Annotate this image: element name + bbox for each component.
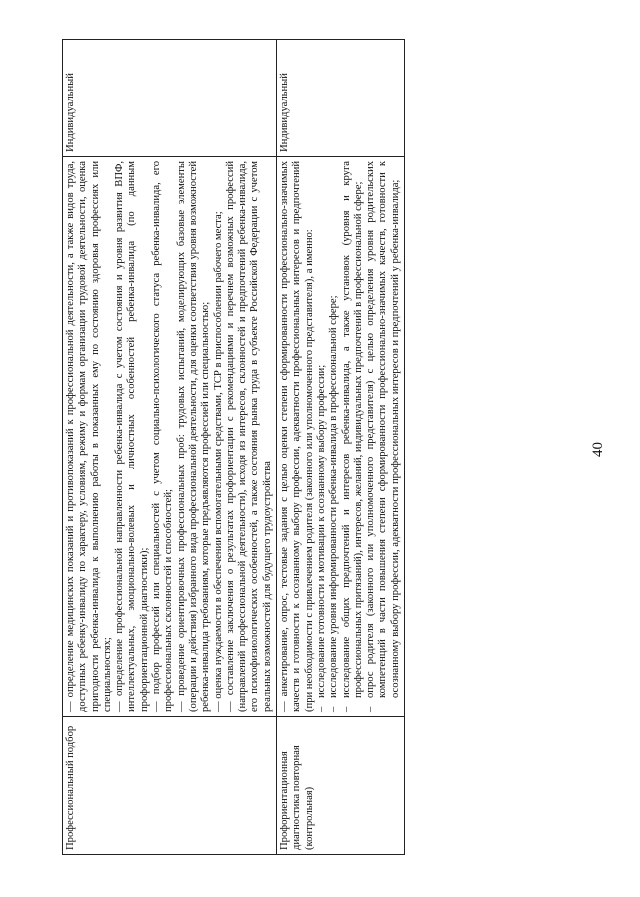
bullet-item: [328, 161, 340, 712]
bullet-text: исследование общих предпочтений и интересов ребенка-инвалида, а также установок (уровня и круга профессиональных притязаний), интересов, желаний, индивидуальных предпочтений в профессиональной сфере;: [340, 161, 364, 698]
list-item: — анкетирование, опрос, тестовые задания с целью оценки степени сформированности профессионально-значимых качеств и готовности к осознанному выбору профессии, адекватности профессиональных интересов и предпочтений (при необходимости с привлечением родителя (законного или уполномоченного представителя), а именно:: [279, 161, 315, 712]
list-item: — подбор профессий или специальностей с учетом социально-психологического статуса ребенка-инвалида, его профессиональных склонностей и способностей;: [151, 161, 175, 712]
content-cell: [277, 157, 405, 717]
list-item: — определение медицинских показаний и противопоказаний к профессиональной деятельности, а также видов труда, доступных ребенку-инвалиду по характеру, условиям, режиму и формам организации трудовой деятельности, оценка пригодности ребенка-инвалида к выполнению работы в показанных ему по состоянию здоровья профессиях или специальностях;: [65, 161, 113, 712]
bullet-item: [341, 161, 366, 712]
list-item: — составление заключения о результатах профориентации с рекомендациями и перечнем возможных профессий (направлений профессиональной деятельности), исходя из интересов, склонностей и предпочтений ребенка-инвалида, его психофизиологических особенностей, а также состояния рынка труда в субъекте Российской Федерации с учетом реальных возможностей для будущего трудоустройства: [224, 161, 273, 712]
bullet-mark: –: [365, 706, 377, 712]
list-item: — определение профессиональной направленности ребенка-инвалида с учетом состояния и уровня развития ВПФ, интеллектуальных, эмоционально-волевых и личностных особенностей ребенка-инвалида (по данным профориентационной диагностики);: [114, 161, 150, 712]
table-row: [63, 40, 277, 855]
bullet-mark: –: [340, 706, 352, 712]
bullet-mark: –: [328, 706, 340, 712]
format-cell: Индивидуальный: [277, 40, 405, 157]
bullet-item: [365, 161, 402, 712]
bullet-text: исследование готовности и мотивации к осознанному выбору профессии;: [315, 364, 327, 698]
format-cell: Индивидуальный: [63, 40, 277, 157]
stage-cell: Профессиональный подбор: [63, 717, 277, 855]
list-item: — проведение ориентировочных профессиональных проб: трудовых испытаний, моделирующих базовые элементы (операции и действия) избранного вида профессиональной деятельности, для оценки соответствия уровня возможностей ребенка-инвалида требованиям, которые предъявляются профессией или специальностью;: [175, 161, 212, 712]
content-cell: [63, 157, 277, 717]
stage-cell: Профориентационная диагностика повторная (контрольная): [277, 717, 405, 855]
bullet-text: опрос родителя (законного или уполномоченного представителя) с целью определения уровня родительских компетенций в части повышения степени сформированности профессионально-значимых качеств, готовности к осознанному выбору профессии, адекватности профессиональных интересов и предпочтений у ребенка-инвалида;: [365, 161, 401, 698]
bullet-item: [316, 161, 328, 712]
bullet-text: исследование уровня информированности ребенка-инвалида в профессиональной сфере;: [328, 295, 340, 698]
list-item: — оценка нуждаемости в обеспечении вспомогательными средствами, ТСР в приспособлении рабочего места;: [212, 211, 224, 712]
table-row: [277, 40, 405, 855]
page-number: 40: [590, 442, 606, 457]
services-table: [62, 39, 405, 855]
bullet-mark: –: [315, 706, 327, 712]
